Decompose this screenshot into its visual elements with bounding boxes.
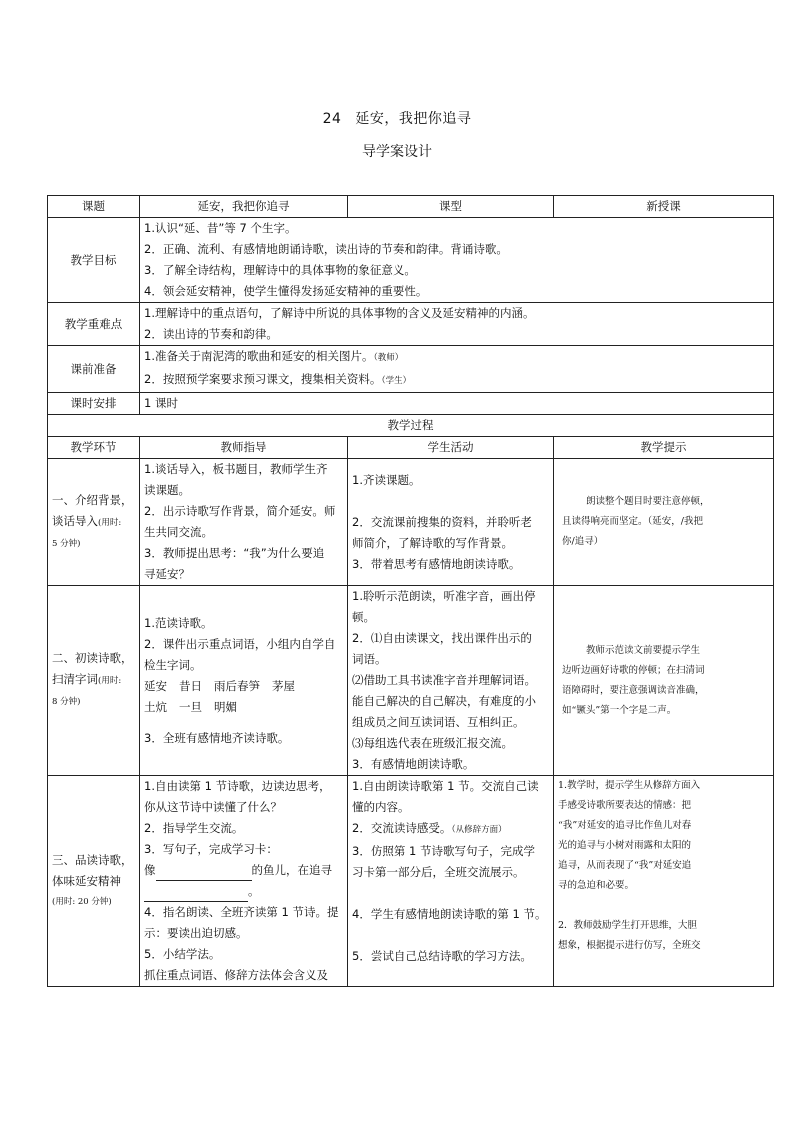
student-line: 3．仿照第 1 节诗歌写句子，完成学 — [352, 844, 535, 858]
student-line: 1.齐读课题。 — [352, 472, 421, 487]
fill-blank[interactable] — [156, 866, 252, 881]
column-header: 教师指导 — [140, 437, 348, 459]
stage-time-note: (用时: — [98, 676, 122, 686]
teacher-line: 1.范读诗歌。 — [144, 615, 213, 630]
student-line: 1.聆听示范朗读，听准字音，画出停 — [352, 589, 536, 603]
type-value: 新授课 — [554, 196, 774, 218]
tip-line: 寻的急迫和必要。 — [558, 880, 635, 891]
teaching-tip-cell — [554, 586, 774, 776]
preparation-note: （教师） — [373, 353, 404, 363]
vocab-word: 土炕 — [144, 699, 167, 714]
teacher-line: 寻延安？ — [144, 567, 190, 581]
key-points-label: 教学重难点 — [48, 303, 140, 346]
key-points-row — [48, 303, 774, 346]
student-line: 2．交流课前搜集的资料，并聆听老 — [352, 514, 532, 529]
vocab-word: 明媚 — [214, 699, 237, 714]
topic-label: 课题 — [48, 196, 140, 218]
preparation-row — [48, 346, 774, 393]
tip-line: 你/追寻） — [562, 536, 604, 547]
student-activity-cell — [348, 459, 554, 586]
student-line: 1.自由朗读诗歌第 1 节。交流自己读 — [352, 779, 539, 793]
fill-in-line — [144, 860, 343, 881]
tip-line: 手感受诗歌所要表达的情感：把 — [558, 800, 692, 811]
tip-line: 想象，根据提示进行仿写，全班交 — [558, 940, 701, 951]
tip-line: 教师示范读文前要提示学生 — [586, 644, 701, 656]
student-line: 5．尝试自己总结诗歌的学习方法。 — [352, 949, 532, 963]
stage-cell — [48, 459, 140, 586]
tip-line: 如“镢头”第一个字是二声。 — [562, 704, 677, 716]
process-title-row — [48, 415, 774, 437]
tip-line: 语障碍时，要注意强调读音准确， — [562, 684, 705, 696]
student-line: 3．有感情地朗读诗歌。 — [352, 757, 475, 771]
tip-line: 1.教学时，提示学生从修辞方面入 — [558, 780, 701, 791]
teacher-line: 1.自由读第 1 节诗歌，边读边思考， — [144, 779, 331, 793]
vocab-word: 一旦 — [179, 699, 202, 714]
stage-label-part: 谈话导入 — [52, 513, 98, 528]
tip-line: 边听边画好诗歌的停顿；在扫清词 — [562, 664, 705, 676]
student-line: 词语。 — [352, 652, 387, 666]
lesson-number: 24 — [322, 111, 342, 127]
teaching-tip-cell — [554, 776, 774, 987]
column-header: 教学环节 — [48, 437, 140, 459]
fill-end: 。 — [248, 884, 260, 898]
goals-content — [140, 218, 774, 303]
preparation-text: 2．按照预学案要求预习课文，搜集相关资料。 — [144, 372, 382, 386]
student-note: （从修辞方面） — [451, 825, 507, 835]
stage-cell — [48, 586, 140, 776]
preparation-item — [144, 369, 769, 392]
goals-label: 教学目标 — [48, 218, 140, 303]
teacher-guidance-cell — [140, 586, 348, 776]
teacher-line: 3．教师提出思考：“我”为什么要追 — [144, 546, 325, 560]
student-activity-cell — [348, 776, 554, 987]
student-line: 顿。 — [352, 610, 375, 624]
goals-row — [48, 218, 774, 303]
fill-in-line — [144, 881, 343, 902]
teacher-line: 抓住重点词语、修辞方法体会含义及 — [144, 968, 328, 982]
preparation-note: （学生） — [381, 376, 412, 386]
teacher-line: 3．写句子，完成学习卡： — [144, 842, 278, 856]
page-subtitle: 导学案设计 — [362, 144, 432, 160]
section-row — [48, 586, 774, 776]
fill-prefix: 像 — [144, 863, 156, 877]
stage-label-part: 扫清字词 — [52, 672, 98, 686]
schedule-label: 课时安排 — [48, 393, 140, 415]
lesson-title-text: 延安，我把你追寻 — [355, 111, 472, 127]
tip-line: 且读得响亮而坚定。（延安，/我把 — [562, 516, 703, 527]
process-header-row — [48, 437, 774, 459]
section-row — [48, 776, 774, 987]
stage-label: 三、品读诗歌， — [52, 852, 133, 867]
student-line: 能自己解决的自己解决，有难度的小 — [352, 694, 536, 708]
student-line: 2．⑴自由读课文，找出课件出示的 — [352, 631, 532, 645]
tip-line: “我”对延安的追寻比作鱼儿对春 — [558, 820, 692, 831]
preparation-text: 1.准备关于南泥湾的歌曲和延安的相关图片。 — [144, 349, 374, 363]
student-activity-cell — [348, 586, 554, 776]
teacher-guidance-cell — [140, 459, 348, 586]
preparation-item — [144, 346, 769, 369]
tip-line: 朗读整个题目时要注意停顿， — [586, 496, 710, 507]
teacher-line: 检生字词。 — [144, 657, 202, 672]
teacher-line: 5．小结学法。 — [144, 947, 221, 961]
teacher-line: 2．课件出示重点词语，小组内自学自 — [144, 636, 336, 651]
student-line: ⑶每组选代表在班级汇报交流。 — [352, 736, 513, 750]
lesson-plan-table — [47, 195, 774, 987]
student-line — [352, 491, 549, 512]
stage-label — [52, 669, 135, 692]
student-text: 2．交流读诗感受。 — [352, 821, 452, 835]
key-point-item: 1.理解诗中的重点语句，了解诗中所说的具体事物的含义及延安精神的内涵。 — [144, 306, 535, 320]
column-header: 教学提示 — [554, 437, 774, 459]
vocab-word: 昔日 — [179, 678, 202, 693]
student-line: 习卡第一部分后，全班交流展示。 — [352, 865, 525, 879]
schedule-value: 1 课时 — [140, 393, 774, 415]
teacher-line: 示：要读出迫切感。 — [144, 926, 248, 940]
schedule-row — [48, 393, 774, 415]
stage-time-note: (用时: — [98, 517, 122, 528]
goal-item: 4．领会延安精神，使学生懂得发扬延安精神的重要性。 — [144, 284, 428, 298]
student-line: 组成员之间互读词语、互相纠正。 — [352, 715, 525, 729]
student-line: 3．带着思考有感情地朗读诗歌。 — [352, 556, 521, 571]
stage-time-note: (用时: 20 分钟) — [52, 896, 112, 907]
student-line — [352, 818, 549, 841]
stage-label: 体味延安精神 — [52, 873, 121, 888]
vocab-word: 延安 — [144, 678, 167, 693]
tip-line: 2．教师鼓励学生打开思维，大胆 — [558, 920, 698, 931]
tip-line: 光的追寻与小树对雨露和太阳的 — [558, 840, 692, 851]
goal-item: 3．了解全诗结构，理解诗中的具体事物的象征意义。 — [144, 263, 416, 277]
column-header: 学生活动 — [348, 437, 554, 459]
stage-label — [52, 511, 135, 534]
student-line: 4．学生有感情地朗读诗歌的第 1 节。 — [352, 907, 547, 921]
stage-label: 二、初读诗歌， — [52, 651, 133, 665]
fill-suffix: 的鱼儿，在追寻 — [251, 863, 332, 877]
preparation-content — [140, 346, 774, 393]
teacher-line: 2．指导学生交流。 — [144, 821, 244, 835]
vocab-line — [144, 697, 343, 718]
teacher-line: 1.谈话导入，板书题目，教师学生齐 — [144, 462, 328, 476]
teacher-guidance-cell — [140, 776, 348, 987]
vocab-word: 茅屋 — [272, 678, 295, 693]
topic-row — [48, 196, 774, 218]
topic-value: 延安，我把你追寻 — [140, 196, 348, 218]
lesson-title — [0, 108, 794, 128]
goal-item: 1.认识“延、昔”等 7 个生字。 — [144, 221, 297, 235]
vocab-line — [144, 676, 343, 697]
key-point-item: 2．读出诗的节奏和韵律。 — [144, 327, 278, 341]
vocab-word: 雨后春笋 — [214, 678, 260, 693]
goal-item: 2．正确、流利、有感情地朗诵诗歌，读出诗的节奏和韵律。背诵诗歌。 — [144, 242, 508, 256]
teacher-line: 你从这节诗中读懂了什么？ — [144, 800, 282, 814]
stage-time-note: 5 分钟) — [52, 538, 81, 549]
stage-time-note: 8 分钟) — [52, 697, 81, 707]
process-title: 教学过程 — [48, 415, 774, 437]
tip-line: 追寻，从而表现了“我”对延安追 — [558, 860, 692, 871]
preparation-label: 课前准备 — [48, 346, 140, 393]
stage-cell — [48, 776, 140, 987]
teacher-line: 生共同交流。 — [144, 525, 213, 539]
type-label: 课型 — [348, 196, 554, 218]
stage-label: 一、介绍背景， — [52, 492, 133, 507]
teacher-line: 3．全班有感情地齐读诗歌。 — [144, 730, 290, 745]
student-line: 懂的内容。 — [352, 800, 410, 814]
student-line: ⑵借助工具书读准字音并理解词语。 — [352, 673, 536, 687]
student-line: 师简介，了解诗歌的写作背景。 — [352, 535, 513, 550]
teacher-line: 读课题。 — [144, 483, 190, 497]
teacher-line: 2．出示诗歌写作背景，简介延安。师 — [144, 504, 336, 518]
key-points-content — [140, 303, 774, 346]
teacher-line: 4．指名朗读、全班齐读第 1 节诗。提 — [144, 905, 339, 919]
teaching-tip-cell — [554, 459, 774, 586]
fill-blank[interactable] — [144, 887, 248, 902]
section-row — [48, 459, 774, 586]
